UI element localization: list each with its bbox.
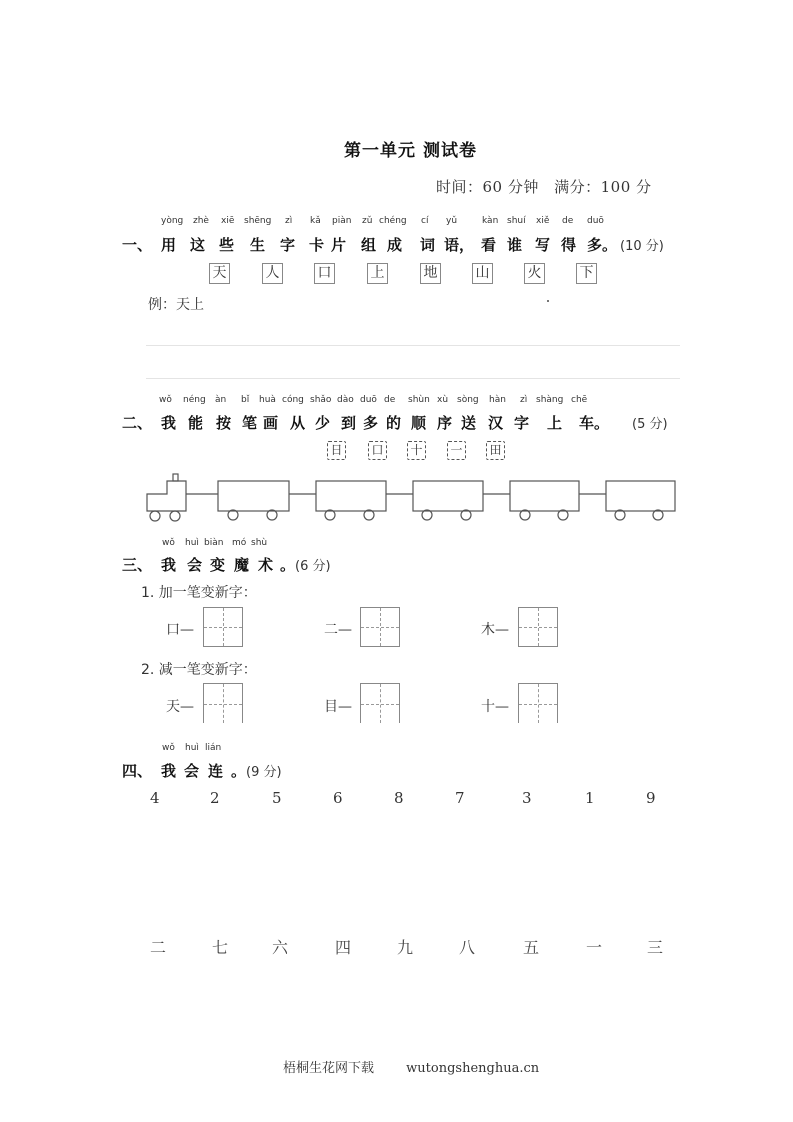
heading-char: 上 (547, 414, 563, 432)
heading-char: 少 (315, 414, 331, 432)
heading-char: 会 (187, 556, 203, 574)
writing-grid[interactable] (360, 607, 400, 647)
character-stamp[interactable]: 口 (368, 441, 387, 460)
pinyin: shǎo (310, 395, 332, 405)
pinyin: kǎ (310, 216, 321, 226)
writing-grid[interactable] (203, 607, 243, 647)
heading-char: 谁 (507, 236, 523, 254)
number-item[interactable]: 2 (210, 789, 220, 807)
heading-char: 我 (161, 414, 177, 432)
q3-pinyin (0, 538, 793, 550)
heading-char: 这 (190, 236, 206, 254)
pinyin: bǐ (241, 395, 250, 405)
number-item[interactable]: 9 (646, 789, 656, 807)
number-item[interactable]: 3 (522, 789, 532, 807)
character-card: 人 (262, 263, 283, 284)
character-card: 上 (367, 263, 388, 284)
heading-char: 序 (437, 414, 453, 432)
heading-char: 语， (444, 236, 475, 254)
heading-char: 按 (216, 414, 232, 432)
character-stamp[interactable]: 田 (486, 441, 505, 460)
pinyin: zǔ (362, 216, 373, 226)
pinyin: dào (337, 395, 354, 405)
footer-url[interactable]: wutongshenghua.cn (406, 1061, 540, 1076)
chinese-number-item[interactable]: 一 (586, 938, 603, 957)
chinese-number-item[interactable]: 六 (272, 938, 289, 957)
pinyin: xiě (536, 216, 550, 226)
writing-grid[interactable] (518, 683, 558, 723)
heading-char: 的 (386, 414, 402, 432)
heading-char: 画 (263, 414, 279, 432)
heading-char: 词 (420, 236, 436, 254)
pinyin: lián (205, 743, 222, 753)
pinyin: de (562, 216, 574, 226)
heading-char: 用 (161, 236, 177, 254)
heading-char: 看 (481, 236, 497, 254)
writing-grid[interactable] (518, 607, 558, 647)
pinyin: huì (185, 743, 199, 753)
heading-char: 顺 (411, 414, 427, 432)
character-card: 火 (524, 263, 545, 284)
heading-char: 生 (250, 236, 266, 254)
pinyin: biàn (204, 538, 224, 548)
heading-char: 连 (208, 762, 224, 780)
pinyin: néng (183, 395, 206, 405)
heading-char: 。 (231, 762, 247, 780)
character-card: 口 (314, 263, 335, 284)
q1-example: 例：天上 (148, 297, 204, 313)
pinyin: shù (251, 538, 268, 548)
train-car-4 (510, 481, 579, 511)
heading-char: 字 (514, 414, 530, 432)
pinyin: yòng (161, 216, 184, 226)
pinyin: àn (215, 395, 227, 405)
q3-sub2-label: 2. 减一笔变新字： (141, 662, 257, 678)
q4-pinyin (0, 743, 793, 755)
pinyin: yǔ (446, 216, 458, 226)
add-stroke-prefix: 二— (324, 622, 352, 638)
chinese-number-item[interactable]: 四 (335, 938, 352, 957)
character-card: 山 (472, 263, 493, 284)
pinyin: cóng (282, 395, 304, 405)
pinyin: wǒ (159, 395, 172, 405)
q1-number: 一、 (122, 236, 153, 254)
heading-char: 组 (361, 236, 377, 254)
heading-char: 我 (161, 556, 177, 574)
heading-char: 卡 (309, 236, 325, 254)
chinese-number-item[interactable]: 八 (459, 938, 476, 957)
chimney-icon (173, 474, 178, 481)
heading-char: 术 (258, 556, 274, 574)
pinyin: chē (571, 395, 588, 405)
heading-char: 多 (363, 414, 379, 432)
heading-char: 变 (210, 556, 226, 574)
pinyin: duō (587, 216, 604, 226)
heading-char: 笔 (242, 414, 258, 432)
pinyin: duō (360, 395, 377, 405)
pinyin: de (384, 395, 396, 405)
remove-stroke-prefix: 目— (324, 699, 352, 715)
chinese-number-item[interactable]: 五 (523, 938, 540, 957)
q2-number: 二、 (122, 414, 153, 432)
heading-char: 魔 (234, 556, 250, 574)
pinyin: zì (520, 395, 528, 405)
page-footer (283, 1057, 539, 1076)
pinyin: zhè (193, 216, 209, 226)
pinyin: kàn (482, 216, 499, 226)
character-card: 下 (576, 263, 597, 284)
heading-char: 车。 (579, 414, 610, 432)
heading-char: 字 (280, 236, 296, 254)
pinyin: wǒ (162, 743, 175, 753)
q3-sub1-label: 1. 加一笔变新字： (141, 585, 257, 601)
footer-site-name: 梧桐生花网下载 (283, 1061, 375, 1076)
title-text: 第一单元 测试卷 (344, 141, 477, 161)
q4-heading (0, 760, 793, 780)
writing-grid[interactable] (360, 683, 400, 723)
heading-char: 到 (341, 414, 357, 432)
heading-char: 汉 (488, 414, 504, 432)
add-stroke-prefix: 木— (481, 622, 509, 638)
pinyin: zì (285, 216, 293, 226)
pinyin: wǒ (162, 538, 175, 548)
heading-char: 得 (561, 236, 577, 254)
score-label: 满分：100 分 (554, 178, 652, 196)
heading-char: 写 (535, 236, 551, 254)
heading-char: 我 (161, 762, 177, 780)
pinyin: sòng (457, 395, 479, 405)
number-item[interactable]: 4 (150, 789, 160, 807)
chinese-number-item[interactable]: 七 (212, 938, 229, 957)
remove-stroke-prefix: 十— (481, 699, 509, 715)
q3-heading (0, 554, 793, 574)
q2-score: (5 分) (632, 417, 668, 432)
train-car-2 (316, 481, 386, 511)
pinyin: shuí (507, 216, 526, 226)
q4-score: (9 分) (246, 765, 282, 780)
locomotive-icon (147, 481, 186, 511)
q3-number: 三、 (122, 556, 153, 574)
heading-char: 从 (290, 414, 306, 432)
heading-char: 。 (280, 556, 296, 574)
character-stamp[interactable]: 一 (447, 441, 466, 460)
q3-score: (6 分) (295, 559, 331, 574)
remove-stroke-prefix: 天— (166, 699, 194, 715)
pinyin: hàn (489, 395, 506, 405)
add-stroke-prefix: 口— (166, 622, 194, 638)
character-stamp[interactable]: 十 (407, 441, 426, 460)
heading-char: 会 (184, 762, 200, 780)
heading-char: 能 (188, 414, 204, 432)
number-item[interactable]: 8 (394, 789, 404, 807)
character-card: 地 (420, 263, 441, 284)
pinyin: shàng (536, 395, 564, 405)
train-car-1 (218, 481, 289, 511)
character-card: 天 (209, 263, 230, 284)
chinese-number-item[interactable]: 九 (397, 938, 414, 957)
pinyin: shēng (244, 216, 272, 226)
chinese-number-item[interactable]: 三 (647, 938, 664, 957)
chinese-number-item[interactable]: 二 (150, 938, 167, 957)
pinyin: cí (421, 216, 429, 226)
train-car-3 (413, 481, 483, 511)
number-item[interactable]: 7 (455, 789, 465, 807)
heading-char: 成 (387, 236, 403, 254)
q4-number: 四、 (122, 762, 153, 780)
pinyin: chéng (379, 216, 407, 226)
character-stamp[interactable]: 日 (327, 441, 346, 460)
number-item[interactable]: 6 (333, 789, 343, 807)
heading-char: 些 (219, 236, 235, 254)
heading-char: 多。 (587, 236, 618, 254)
heading-char: 片 (331, 236, 347, 254)
train-car-5 (606, 481, 675, 511)
q1-score: (10 分) (620, 239, 664, 254)
heading-char: 送 (461, 414, 477, 432)
pinyin: xù (437, 395, 449, 405)
time-label: 时间：60 分钟 (436, 178, 539, 196)
pinyin: shùn (408, 395, 430, 405)
pinyin: mó (232, 538, 247, 548)
writing-grid[interactable] (203, 683, 243, 723)
number-item[interactable]: 5 (272, 789, 282, 807)
pinyin: huì (185, 538, 199, 548)
number-item[interactable]: 1 (585, 789, 595, 807)
pinyin: xiē (221, 216, 235, 226)
pinyin: huà (259, 395, 276, 405)
pinyin: piàn (332, 216, 352, 226)
